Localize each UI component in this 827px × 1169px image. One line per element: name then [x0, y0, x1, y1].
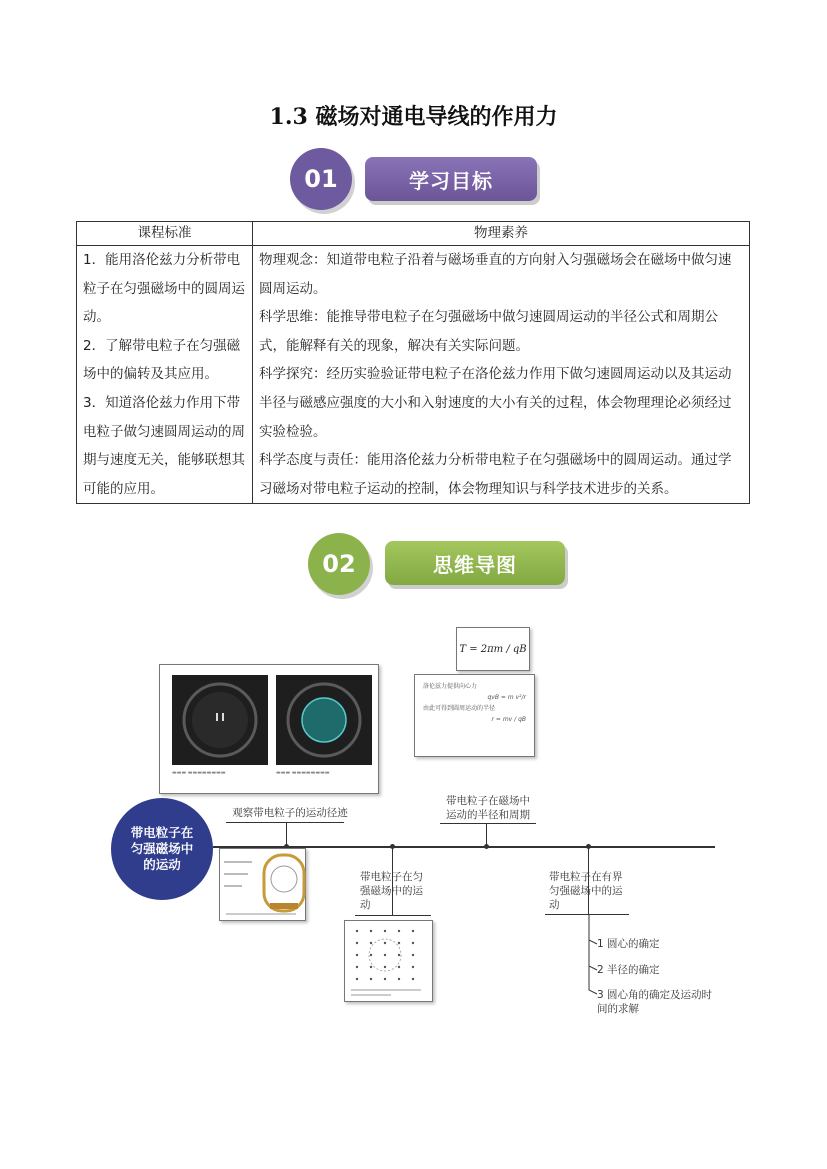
apparatus-icon [220, 849, 307, 922]
radius-derivation-box [414, 674, 535, 757]
branch-underline [226, 822, 344, 823]
table-header-row [77, 222, 750, 246]
literacy-item: 物理观念：知道带电粒子沿着与磁场垂直的方向射入匀强磁场会在磁场中做匀速圆周运动。 [259, 252, 732, 297]
sub-item-radius: 2 半径的确定 [597, 964, 660, 976]
literacy-cell [253, 246, 750, 504]
derivation-line: 洛伦兹力提供向心力 [423, 683, 478, 690]
branch-uniform-field: 带电粒子在匀强磁场中的运动 [360, 871, 423, 911]
photo-caption: ▬▬▬ ▬▬▬▬▬▬▬▬ [172, 770, 226, 776]
section-number-badge: 01 [290, 148, 352, 210]
literacy-item: 科学思维：能推导带电粒子在匀强磁场中做匀速圆周运动的半径公式和周期公式，能解释有关的现象，解决有关实际问题。 [259, 309, 718, 354]
sub-item-center: 1 圆心的确定 [597, 938, 660, 950]
derivation-line: qvB = m v²/r [487, 694, 526, 701]
standard-item: 1．能用洛伦兹力分析带电粒子在匀强磁场中的圆周运动。 [83, 252, 245, 326]
beam-tube-icon [172, 675, 268, 765]
field-dots-icon [345, 921, 434, 1003]
column-header-literacy: 物理素养 [253, 222, 750, 246]
circular-track-photo [276, 675, 372, 765]
section-number-badge: 02 [308, 533, 370, 595]
curriculum-table [76, 221, 750, 504]
section-title-banner: 思维导图 [385, 541, 565, 585]
section-title-banner: 学习目标 [365, 157, 537, 201]
branch-underline [440, 823, 536, 824]
branch-connector [286, 822, 287, 846]
table-row [77, 246, 750, 504]
standard-item: 3．知道洛伦兹力作用下带电粒子做匀速圆周运动的周期与速度无关，能够联想其可能的应用。 [83, 394, 245, 497]
literacy-item: 科学态度与责任：能用洛伦兹力分析带电粒子在匀强磁场中的圆周运动。通过学习磁场对带电粒子运动的控制，体会物理知识与科学技术进步的关系。 [259, 452, 732, 497]
electron-beam-photo [172, 675, 268, 765]
beam-circle-icon [276, 675, 372, 765]
sub-item-angle-time: 3 圆心角的确定及运动时间的求解 [597, 989, 713, 1015]
period-formula-box [456, 627, 530, 671]
branch-observe-track: 观察带电粒子的运动径迹 [232, 807, 348, 819]
standards-cell [77, 246, 253, 504]
photo-caption: ▬▬▬ ▬▬▬▬▬▬▬▬ [276, 770, 330, 776]
period-formula: T = 2πm / qB [459, 643, 527, 655]
branch-bounded-field: 带电粒子在有界匀强磁场中的运动 [549, 871, 623, 911]
experiment-photos [159, 664, 379, 794]
magnetic-field-diagram [344, 920, 433, 1002]
mindmap-center-topic: 带电粒子在匀强磁场中的运动 [111, 798, 213, 900]
literacy-item: 科学探究：经历实验验证带电粒子在洛伦兹力作用下做匀速圆周运动以及其运动半径与磁感应强度的大小和入射速度的大小有关的过程，体会物理理论必须经过实验检验。 [259, 366, 732, 440]
derivation-line: 由此可得到圆周运动的半径 [423, 705, 496, 712]
branch-underline [355, 915, 431, 916]
branch-radius-period: 带电粒子在磁场中运动的半径和周期 [446, 795, 530, 821]
column-header-standard: 课程标准 [77, 222, 253, 246]
derivation-line: r = mv / qB [491, 716, 526, 723]
page-title: 1.3 磁场对通电导线的作用力 [269, 104, 558, 130]
apparatus-diagram [219, 848, 306, 921]
standard-item: 2．了解带电粒子在匀强磁场中的偏转及其应用。 [83, 337, 241, 383]
branch-connector [486, 823, 487, 846]
